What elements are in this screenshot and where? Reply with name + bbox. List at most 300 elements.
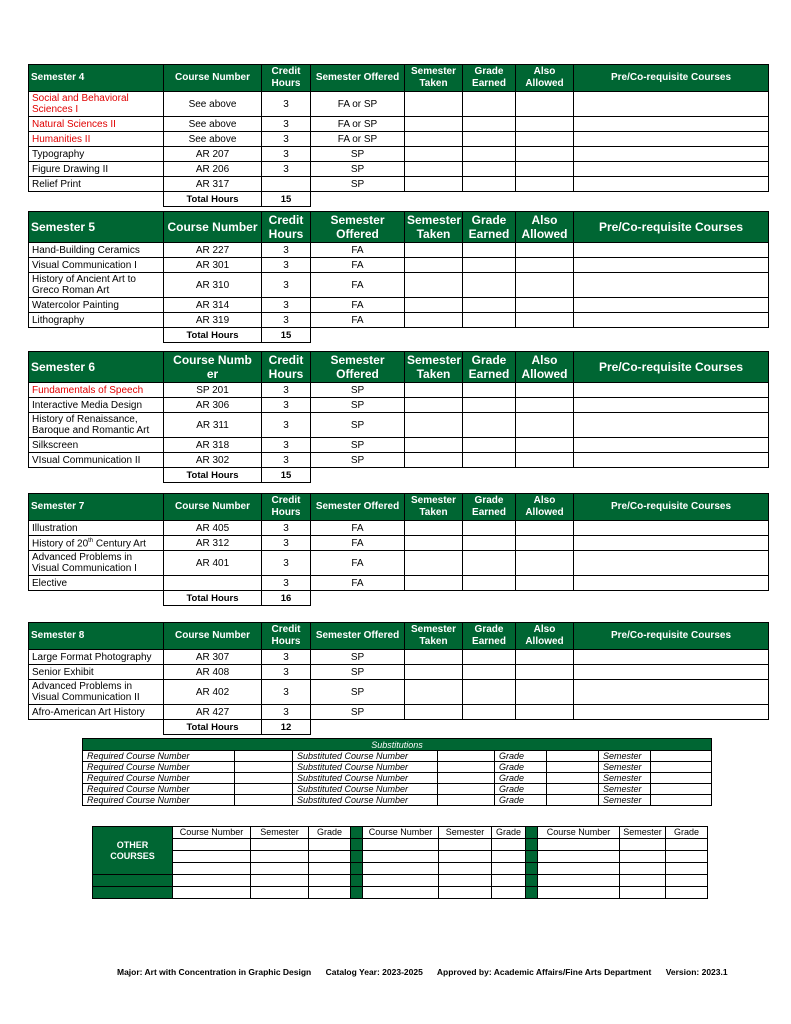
grade-input[interactable] xyxy=(309,839,351,851)
semester-taken-cell[interactable] xyxy=(405,132,463,147)
prereq-cell[interactable] xyxy=(574,243,769,258)
course-number: AR 427 xyxy=(164,705,262,720)
semester-offered: FA xyxy=(311,536,405,551)
course-row xyxy=(29,521,769,536)
course-row xyxy=(29,705,769,720)
credit-hours: 3 xyxy=(262,521,311,536)
col-course-number: Course Number xyxy=(164,623,262,650)
semester-taken-cell[interactable] xyxy=(405,92,463,117)
grade-input[interactable] xyxy=(666,851,708,863)
semester-offered: SP xyxy=(311,413,405,438)
also-allowed-cell[interactable] xyxy=(516,383,574,398)
col-grade: Grade xyxy=(492,827,526,839)
col-grade: Grade xyxy=(666,827,708,839)
course-row xyxy=(29,398,769,413)
course-name: Advanced Problems in Visual Communication II xyxy=(29,680,164,705)
divider xyxy=(526,875,538,887)
semester-taken-cell[interactable] xyxy=(405,551,463,576)
col-semester: Semester xyxy=(251,827,309,839)
semester-input[interactable] xyxy=(439,839,492,851)
grade-earned-cell[interactable] xyxy=(463,117,516,132)
col-semester-taken: Semester Taken xyxy=(405,65,463,92)
course-number-input[interactable] xyxy=(538,851,620,863)
semester-input[interactable] xyxy=(651,773,712,784)
prereq-cell[interactable] xyxy=(574,162,769,177)
grade-input[interactable] xyxy=(492,863,526,875)
prereq-cell[interactable] xyxy=(574,132,769,147)
grade-input[interactable] xyxy=(309,875,351,887)
prereq-cell[interactable] xyxy=(574,92,769,117)
credit-hours: 3 xyxy=(262,551,311,576)
semester-offered: FA xyxy=(311,298,405,313)
course-number: AR 301 xyxy=(164,258,262,273)
also-allowed-cell[interactable] xyxy=(516,576,574,591)
col-semester-taken: Semester Taken xyxy=(405,494,463,521)
credit-hours: 3 xyxy=(262,413,311,438)
semester-title: Semester 5 xyxy=(29,212,164,243)
prereq-cell[interactable] xyxy=(574,117,769,132)
required-course-label: Required Course Number xyxy=(83,784,235,795)
grade-input[interactable] xyxy=(309,851,351,863)
grade-input[interactable] xyxy=(547,751,599,762)
course-number: AR 405 xyxy=(164,521,262,536)
semester-input[interactable] xyxy=(251,887,309,899)
credit-hours: 3 xyxy=(262,92,311,117)
total-hours-value: 16 xyxy=(262,591,311,606)
required-course-label: Required Course Number xyxy=(83,762,235,773)
required-course-input[interactable] xyxy=(235,795,293,806)
course-number-input[interactable] xyxy=(173,887,251,899)
footer-catalog-year: Catalog Year: 2023-2025 xyxy=(325,967,423,977)
course-number: AR 402 xyxy=(164,680,262,705)
course-number: AR 206 xyxy=(164,162,262,177)
course-row xyxy=(29,413,769,438)
course-name: Watercolor Painting xyxy=(29,298,164,313)
semester-taken-cell[interactable] xyxy=(405,162,463,177)
semester-input[interactable] xyxy=(439,887,492,899)
credit-hours: 3 xyxy=(262,576,311,591)
semester-offered: SP xyxy=(311,147,405,162)
course-number-input[interactable] xyxy=(363,863,439,875)
course-row xyxy=(29,313,769,328)
col-credit-hours: Credit Hours xyxy=(262,65,311,92)
semester-input[interactable] xyxy=(251,839,309,851)
substituted-course-input[interactable] xyxy=(438,751,495,762)
total-row xyxy=(29,468,769,483)
grade-input[interactable] xyxy=(547,762,599,773)
credit-hours: 3 xyxy=(262,536,311,551)
course-row xyxy=(29,438,769,453)
semester-input[interactable] xyxy=(620,887,666,899)
course-row xyxy=(29,132,769,147)
grade-earned-cell[interactable] xyxy=(463,551,516,576)
prereq-cell[interactable] xyxy=(574,576,769,591)
header-row xyxy=(29,494,769,521)
semester-offered: FA or SP xyxy=(311,117,405,132)
grade-earned-cell[interactable] xyxy=(463,665,516,680)
substituted-course-input[interactable] xyxy=(438,762,495,773)
required-course-input[interactable] xyxy=(235,751,293,762)
prereq-cell[interactable] xyxy=(574,650,769,665)
also-allowed-cell[interactable] xyxy=(516,665,574,680)
course-name: Illustration xyxy=(29,521,164,536)
prereq-cell[interactable] xyxy=(574,383,769,398)
grade-label: Grade xyxy=(495,795,547,806)
col-course-number: Course Number xyxy=(164,494,262,521)
semester-title: Semester 8 xyxy=(29,623,164,650)
course-name: Typography xyxy=(29,147,164,162)
also-allowed-cell[interactable] xyxy=(516,162,574,177)
total-hours-value: 15 xyxy=(262,328,311,343)
semester-tables xyxy=(28,64,768,751)
course-name: Silkscreen xyxy=(29,438,164,453)
also-allowed-cell[interactable] xyxy=(516,705,574,720)
col-also-allowed: Also Allowed xyxy=(516,212,574,243)
semester-taken-cell[interactable] xyxy=(405,536,463,551)
col-credit-hours: Credit Hours xyxy=(262,352,311,383)
prereq-cell[interactable] xyxy=(574,665,769,680)
substitution-row xyxy=(83,773,712,784)
col-course-number: Course Number xyxy=(164,212,262,243)
course-number: See above xyxy=(164,132,262,147)
semester-input[interactable] xyxy=(620,863,666,875)
grade-input[interactable] xyxy=(666,875,708,887)
grade-earned-cell[interactable] xyxy=(463,398,516,413)
course-number-input[interactable] xyxy=(173,851,251,863)
semester-taken-cell[interactable] xyxy=(405,650,463,665)
grade-earned-cell[interactable] xyxy=(463,177,516,192)
course-number: AR 302 xyxy=(164,453,262,468)
credit-hours: 3 xyxy=(262,147,311,162)
grade-input[interactable] xyxy=(492,875,526,887)
grade-input[interactable] xyxy=(492,839,526,851)
semester-taken-cell[interactable] xyxy=(405,680,463,705)
grade-earned-cell[interactable] xyxy=(463,705,516,720)
course-row xyxy=(29,92,769,117)
credit-hours: 3 xyxy=(262,650,311,665)
semester-taken-cell[interactable] xyxy=(405,117,463,132)
prereq-cell[interactable] xyxy=(574,413,769,438)
semester-title: Semester 4 xyxy=(29,65,164,92)
course-row xyxy=(29,177,769,192)
course-number: AR 207 xyxy=(164,147,262,162)
course-name: Lithography xyxy=(29,313,164,328)
also-allowed-cell[interactable] xyxy=(516,177,574,192)
grade-input[interactable] xyxy=(309,887,351,899)
grade-earned-cell[interactable] xyxy=(463,453,516,468)
semester-offered: FA xyxy=(311,576,405,591)
prereq-cell[interactable] xyxy=(574,398,769,413)
grade-input[interactable] xyxy=(666,887,708,899)
substitutions-table xyxy=(82,738,712,806)
substituted-course-input[interactable] xyxy=(438,773,495,784)
semester-taken-cell[interactable] xyxy=(405,243,463,258)
grade-earned-cell[interactable] xyxy=(463,576,516,591)
grade-input[interactable] xyxy=(666,839,708,851)
divider xyxy=(351,887,363,899)
grade-earned-cell[interactable] xyxy=(463,162,516,177)
semester-label: Semester xyxy=(599,784,651,795)
semester-table xyxy=(28,351,769,483)
semester-taken-cell[interactable] xyxy=(405,438,463,453)
col-semester-offered: Semester Offered xyxy=(311,212,405,243)
grade-input[interactable] xyxy=(547,795,599,806)
also-allowed-cell[interactable] xyxy=(516,243,574,258)
grade-input[interactable] xyxy=(666,863,708,875)
semester-offered: FA xyxy=(311,551,405,576)
semester-input[interactable] xyxy=(620,851,666,863)
semester-taken-cell[interactable] xyxy=(405,413,463,438)
course-number-input[interactable] xyxy=(538,875,620,887)
credit-hours: 3 xyxy=(262,705,311,720)
also-allowed-cell[interactable] xyxy=(516,117,574,132)
substitution-row xyxy=(83,751,712,762)
divider xyxy=(526,887,538,899)
semester-input[interactable] xyxy=(439,851,492,863)
semester-input[interactable] xyxy=(251,851,309,863)
substituted-course-input[interactable] xyxy=(438,795,495,806)
course-number-input[interactable] xyxy=(538,839,620,851)
also-allowed-cell[interactable] xyxy=(516,521,574,536)
also-allowed-cell[interactable] xyxy=(516,680,574,705)
prereq-cell[interactable] xyxy=(574,273,769,298)
divider xyxy=(526,839,538,851)
also-allowed-cell[interactable] xyxy=(516,298,574,313)
grade-label: Grade xyxy=(495,762,547,773)
semester-input[interactable] xyxy=(651,762,712,773)
col-prereq: Pre/Co-requisite Courses xyxy=(574,65,769,92)
grade-earned-cell[interactable] xyxy=(463,383,516,398)
semester-taken-cell[interactable] xyxy=(405,177,463,192)
col-grade-earned: Grade Earned xyxy=(463,212,516,243)
semester-input[interactable] xyxy=(651,795,712,806)
semester-taken-cell[interactable] xyxy=(405,705,463,720)
also-allowed-cell[interactable] xyxy=(516,313,574,328)
course-number-input[interactable] xyxy=(363,887,439,899)
course-number-input[interactable] xyxy=(538,887,620,899)
prereq-cell[interactable] xyxy=(574,177,769,192)
grade-earned-cell[interactable] xyxy=(463,273,516,298)
credit-hours: 3 xyxy=(262,243,311,258)
grade-input[interactable] xyxy=(492,851,526,863)
prereq-cell[interactable] xyxy=(574,551,769,576)
course-number: AR 314 xyxy=(164,298,262,313)
semester-table xyxy=(28,64,769,207)
prereq-cell[interactable] xyxy=(574,705,769,720)
course-row xyxy=(29,680,769,705)
grade-earned-cell[interactable] xyxy=(463,680,516,705)
other-courses-row xyxy=(93,839,708,851)
prereq-cell[interactable] xyxy=(574,313,769,328)
semester-offered: FA or SP xyxy=(311,132,405,147)
semester-taken-cell[interactable] xyxy=(405,273,463,298)
grade-earned-cell[interactable] xyxy=(463,536,516,551)
semester-taken-cell[interactable] xyxy=(405,383,463,398)
semester-table xyxy=(28,493,769,606)
course-number-input[interactable] xyxy=(363,875,439,887)
grade-earned-cell[interactable] xyxy=(463,313,516,328)
col-semester: Semester xyxy=(439,827,492,839)
credit-hours: 3 xyxy=(262,258,311,273)
credit-hours: 3 xyxy=(262,665,311,680)
course-name: Humanities II xyxy=(29,132,164,147)
col-semester-offered: Semester Offered xyxy=(311,352,405,383)
semester-offered: SP xyxy=(311,383,405,398)
credit-hours: 3 xyxy=(262,132,311,147)
semester-table xyxy=(28,622,769,735)
semester-input[interactable] xyxy=(439,875,492,887)
total-row xyxy=(29,720,769,735)
semester-taken-cell[interactable] xyxy=(405,576,463,591)
total-hours-value: 15 xyxy=(262,192,311,207)
grade-label: Grade xyxy=(495,751,547,762)
credit-hours xyxy=(262,177,311,192)
semester-taken-cell[interactable] xyxy=(405,147,463,162)
course-name: Large Format Photography xyxy=(29,650,164,665)
also-allowed-cell[interactable] xyxy=(516,536,574,551)
grade-earned-cell[interactable] xyxy=(463,521,516,536)
grade-earned-cell[interactable] xyxy=(463,438,516,453)
course-number-input[interactable] xyxy=(173,875,251,887)
col-also-allowed: Also Allowed xyxy=(516,352,574,383)
col-prereq: Pre/Co-requisite Courses xyxy=(574,494,769,521)
divider xyxy=(351,827,363,839)
course-name: Natural Sciences II xyxy=(29,117,164,132)
course-number: SP 201 xyxy=(164,383,262,398)
semester-offered: SP xyxy=(311,453,405,468)
course-number: AR 408 xyxy=(164,665,262,680)
grade-earned-cell[interactable] xyxy=(463,92,516,117)
required-course-input[interactable] xyxy=(235,762,293,773)
col-course-number: Course Number xyxy=(173,827,251,839)
also-allowed-cell[interactable] xyxy=(516,413,574,438)
course-row xyxy=(29,243,769,258)
also-allowed-cell[interactable] xyxy=(516,92,574,117)
semester-offered: FA xyxy=(311,243,405,258)
substituted-course-label: Substituted Course Number xyxy=(293,795,438,806)
col-grade-earned: Grade Earned xyxy=(463,65,516,92)
course-name: Elective xyxy=(29,576,164,591)
other-courses-label: OTHER COURSES xyxy=(93,827,173,875)
col-credit-hours: Credit Hours xyxy=(262,623,311,650)
other-courses-table xyxy=(92,826,708,899)
also-allowed-cell[interactable] xyxy=(516,453,574,468)
grade-earned-cell[interactable] xyxy=(463,413,516,438)
prereq-cell[interactable] xyxy=(574,258,769,273)
also-allowed-cell[interactable] xyxy=(516,551,574,576)
semester-input[interactable] xyxy=(251,863,309,875)
semester-taken-cell[interactable] xyxy=(405,298,463,313)
course-number-input[interactable] xyxy=(173,839,251,851)
col-semester-taken: Semester Taken xyxy=(405,212,463,243)
semester-taken-cell[interactable] xyxy=(405,258,463,273)
semester-offered: FA xyxy=(311,521,405,536)
grade-earned-cell[interactable] xyxy=(463,147,516,162)
course-number-input[interactable] xyxy=(363,839,439,851)
total-row xyxy=(29,591,769,606)
prereq-cell[interactable] xyxy=(574,680,769,705)
divider xyxy=(351,863,363,875)
col-course-number: Course Number xyxy=(164,65,262,92)
course-number: AR 317 xyxy=(164,177,262,192)
col-also-allowed: Also Allowed xyxy=(516,494,574,521)
grade-label: Grade xyxy=(495,773,547,784)
also-allowed-cell[interactable] xyxy=(516,273,574,298)
course-name: Hand-Building Ceramics xyxy=(29,243,164,258)
header-row xyxy=(29,352,769,383)
semester-input[interactable] xyxy=(651,784,712,795)
required-course-label: Required Course Number xyxy=(83,795,235,806)
semester-offered: SP xyxy=(311,162,405,177)
required-course-input[interactable] xyxy=(235,773,293,784)
substituted-course-label: Substituted Course Number xyxy=(293,773,438,784)
semester-taken-cell[interactable] xyxy=(405,313,463,328)
prereq-cell[interactable] xyxy=(574,453,769,468)
semester-taken-cell[interactable] xyxy=(405,521,463,536)
also-allowed-cell[interactable] xyxy=(516,132,574,147)
also-allowed-cell[interactable] xyxy=(516,438,574,453)
also-allowed-cell[interactable] xyxy=(516,147,574,162)
grade-earned-cell[interactable] xyxy=(463,258,516,273)
prereq-cell[interactable] xyxy=(574,536,769,551)
grade-earned-cell[interactable] xyxy=(463,243,516,258)
other-courses-row xyxy=(93,863,708,875)
header-row xyxy=(29,212,769,243)
course-name: Senior Exhibit xyxy=(29,665,164,680)
grade-input[interactable] xyxy=(547,773,599,784)
course-number-input[interactable] xyxy=(173,863,251,875)
col-credit-hours: Credit Hours xyxy=(262,494,311,521)
required-course-input[interactable] xyxy=(235,784,293,795)
also-allowed-cell[interactable] xyxy=(516,258,574,273)
prereq-cell[interactable] xyxy=(574,521,769,536)
semester-input[interactable] xyxy=(620,839,666,851)
grade-input[interactable] xyxy=(492,887,526,899)
grade-input[interactable] xyxy=(547,784,599,795)
divider xyxy=(351,851,363,863)
course-number: AR 227 xyxy=(164,243,262,258)
credit-hours: 3 xyxy=(262,162,311,177)
semester-taken-cell[interactable] xyxy=(405,665,463,680)
semester-input[interactable] xyxy=(439,863,492,875)
course-number: AR 311 xyxy=(164,413,262,438)
grade-earned-cell[interactable] xyxy=(463,650,516,665)
grade-earned-cell[interactable] xyxy=(463,132,516,147)
total-row xyxy=(29,328,769,343)
also-allowed-cell[interactable] xyxy=(516,398,574,413)
divider xyxy=(526,827,538,839)
prereq-cell[interactable] xyxy=(574,438,769,453)
semester-taken-cell[interactable] xyxy=(405,398,463,413)
course-number-input[interactable] xyxy=(363,851,439,863)
prereq-cell[interactable] xyxy=(574,298,769,313)
substituted-course-input[interactable] xyxy=(438,784,495,795)
col-prereq: Pre/Co-requisite Courses xyxy=(574,212,769,243)
prereq-cell[interactable] xyxy=(574,147,769,162)
also-allowed-cell[interactable] xyxy=(516,650,574,665)
grade-input[interactable] xyxy=(309,863,351,875)
col-grade-earned: Grade Earned xyxy=(463,623,516,650)
semester-input[interactable] xyxy=(620,875,666,887)
credit-hours: 3 xyxy=(262,298,311,313)
course-number-input[interactable] xyxy=(538,863,620,875)
semester-taken-cell[interactable] xyxy=(405,453,463,468)
credit-hours: 3 xyxy=(262,273,311,298)
grade-earned-cell[interactable] xyxy=(463,298,516,313)
semester-input[interactable] xyxy=(251,875,309,887)
course-row xyxy=(29,298,769,313)
semester-input[interactable] xyxy=(651,751,712,762)
